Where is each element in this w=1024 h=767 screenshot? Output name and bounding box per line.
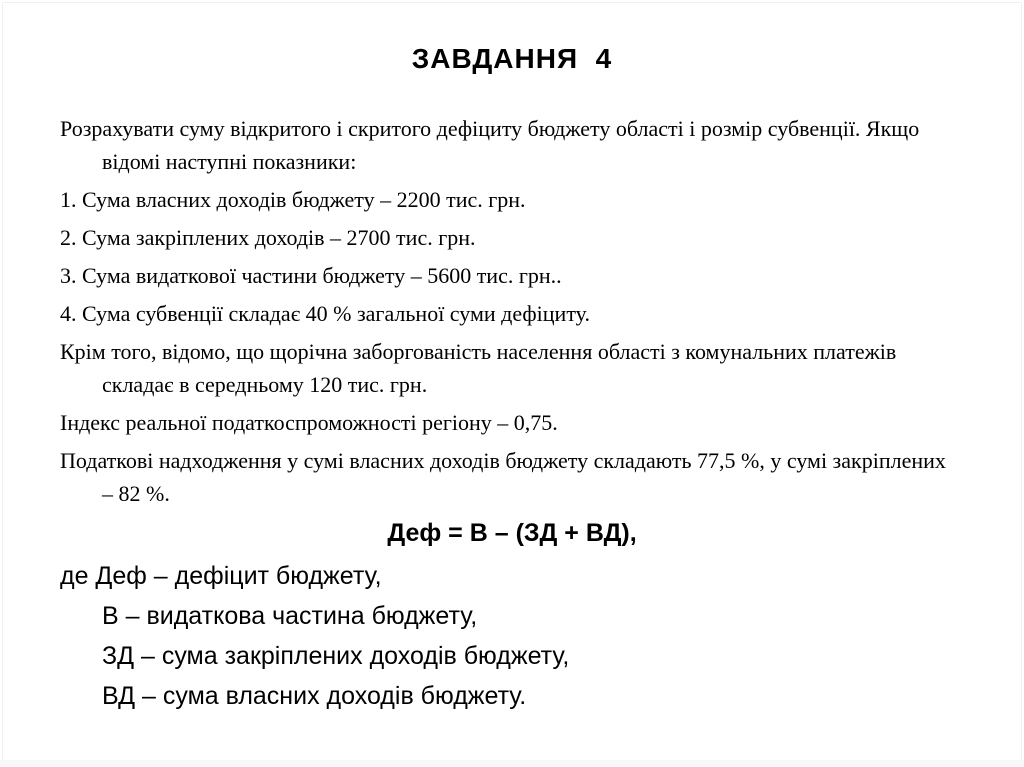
deficit-formula: Деф = В – (ЗД + ВД), [387, 519, 637, 547]
page-edge-shadow [0, 760, 1024, 767]
note-tax-revenues-share: Податкові надходження у сумі власних доходів бюджету складають 77,5 %, у сумі закріплених – 82 %. [60, 448, 946, 506]
note-communal-debt: Крім того, відомо, що щорічна заборгованість населення області з комунальних платежів складає в середньому 120 тис. грн. [60, 339, 897, 397]
task-intro-paragraph: Розрахувати суму відкритого і скритого дефіциту бюджету області і розмір субвенції. Якщо відомі наступні показники: [60, 116, 920, 174]
definition-zd: ЗД – сума закріплених доходів бюджету, [102, 642, 570, 670]
list-item-own-revenues: 1. Сума власних доходів бюджету – 2200 тис. грн. [60, 187, 526, 212]
list-item-fixed-revenues: 2. Сума закріплених доходів – 2700 тис. грн. [60, 225, 476, 250]
formula-definitions [60, 556, 954, 716]
list-item-expenditure: 3. Сума видаткової частини бюджету – 5600 тис. грн.. [60, 263, 562, 288]
definition-vd: ВД – сума власних доходів бюджету. [102, 682, 527, 710]
page-title: ЗАВДАННЯ 4 [411, 43, 613, 74]
definition-v: В – видаткова частина бюджету, [102, 602, 478, 630]
task-body [60, 112, 954, 510]
definition-def: де Деф – дефіцит бюджету, [60, 562, 382, 590]
note-tax-capacity-index: Індекс реальної податкоспроможності регіону – 0,75. [60, 410, 558, 435]
list-item-subvention: 4. Сума субвенції складає 40 % загальної суми дефіциту. [60, 301, 590, 326]
